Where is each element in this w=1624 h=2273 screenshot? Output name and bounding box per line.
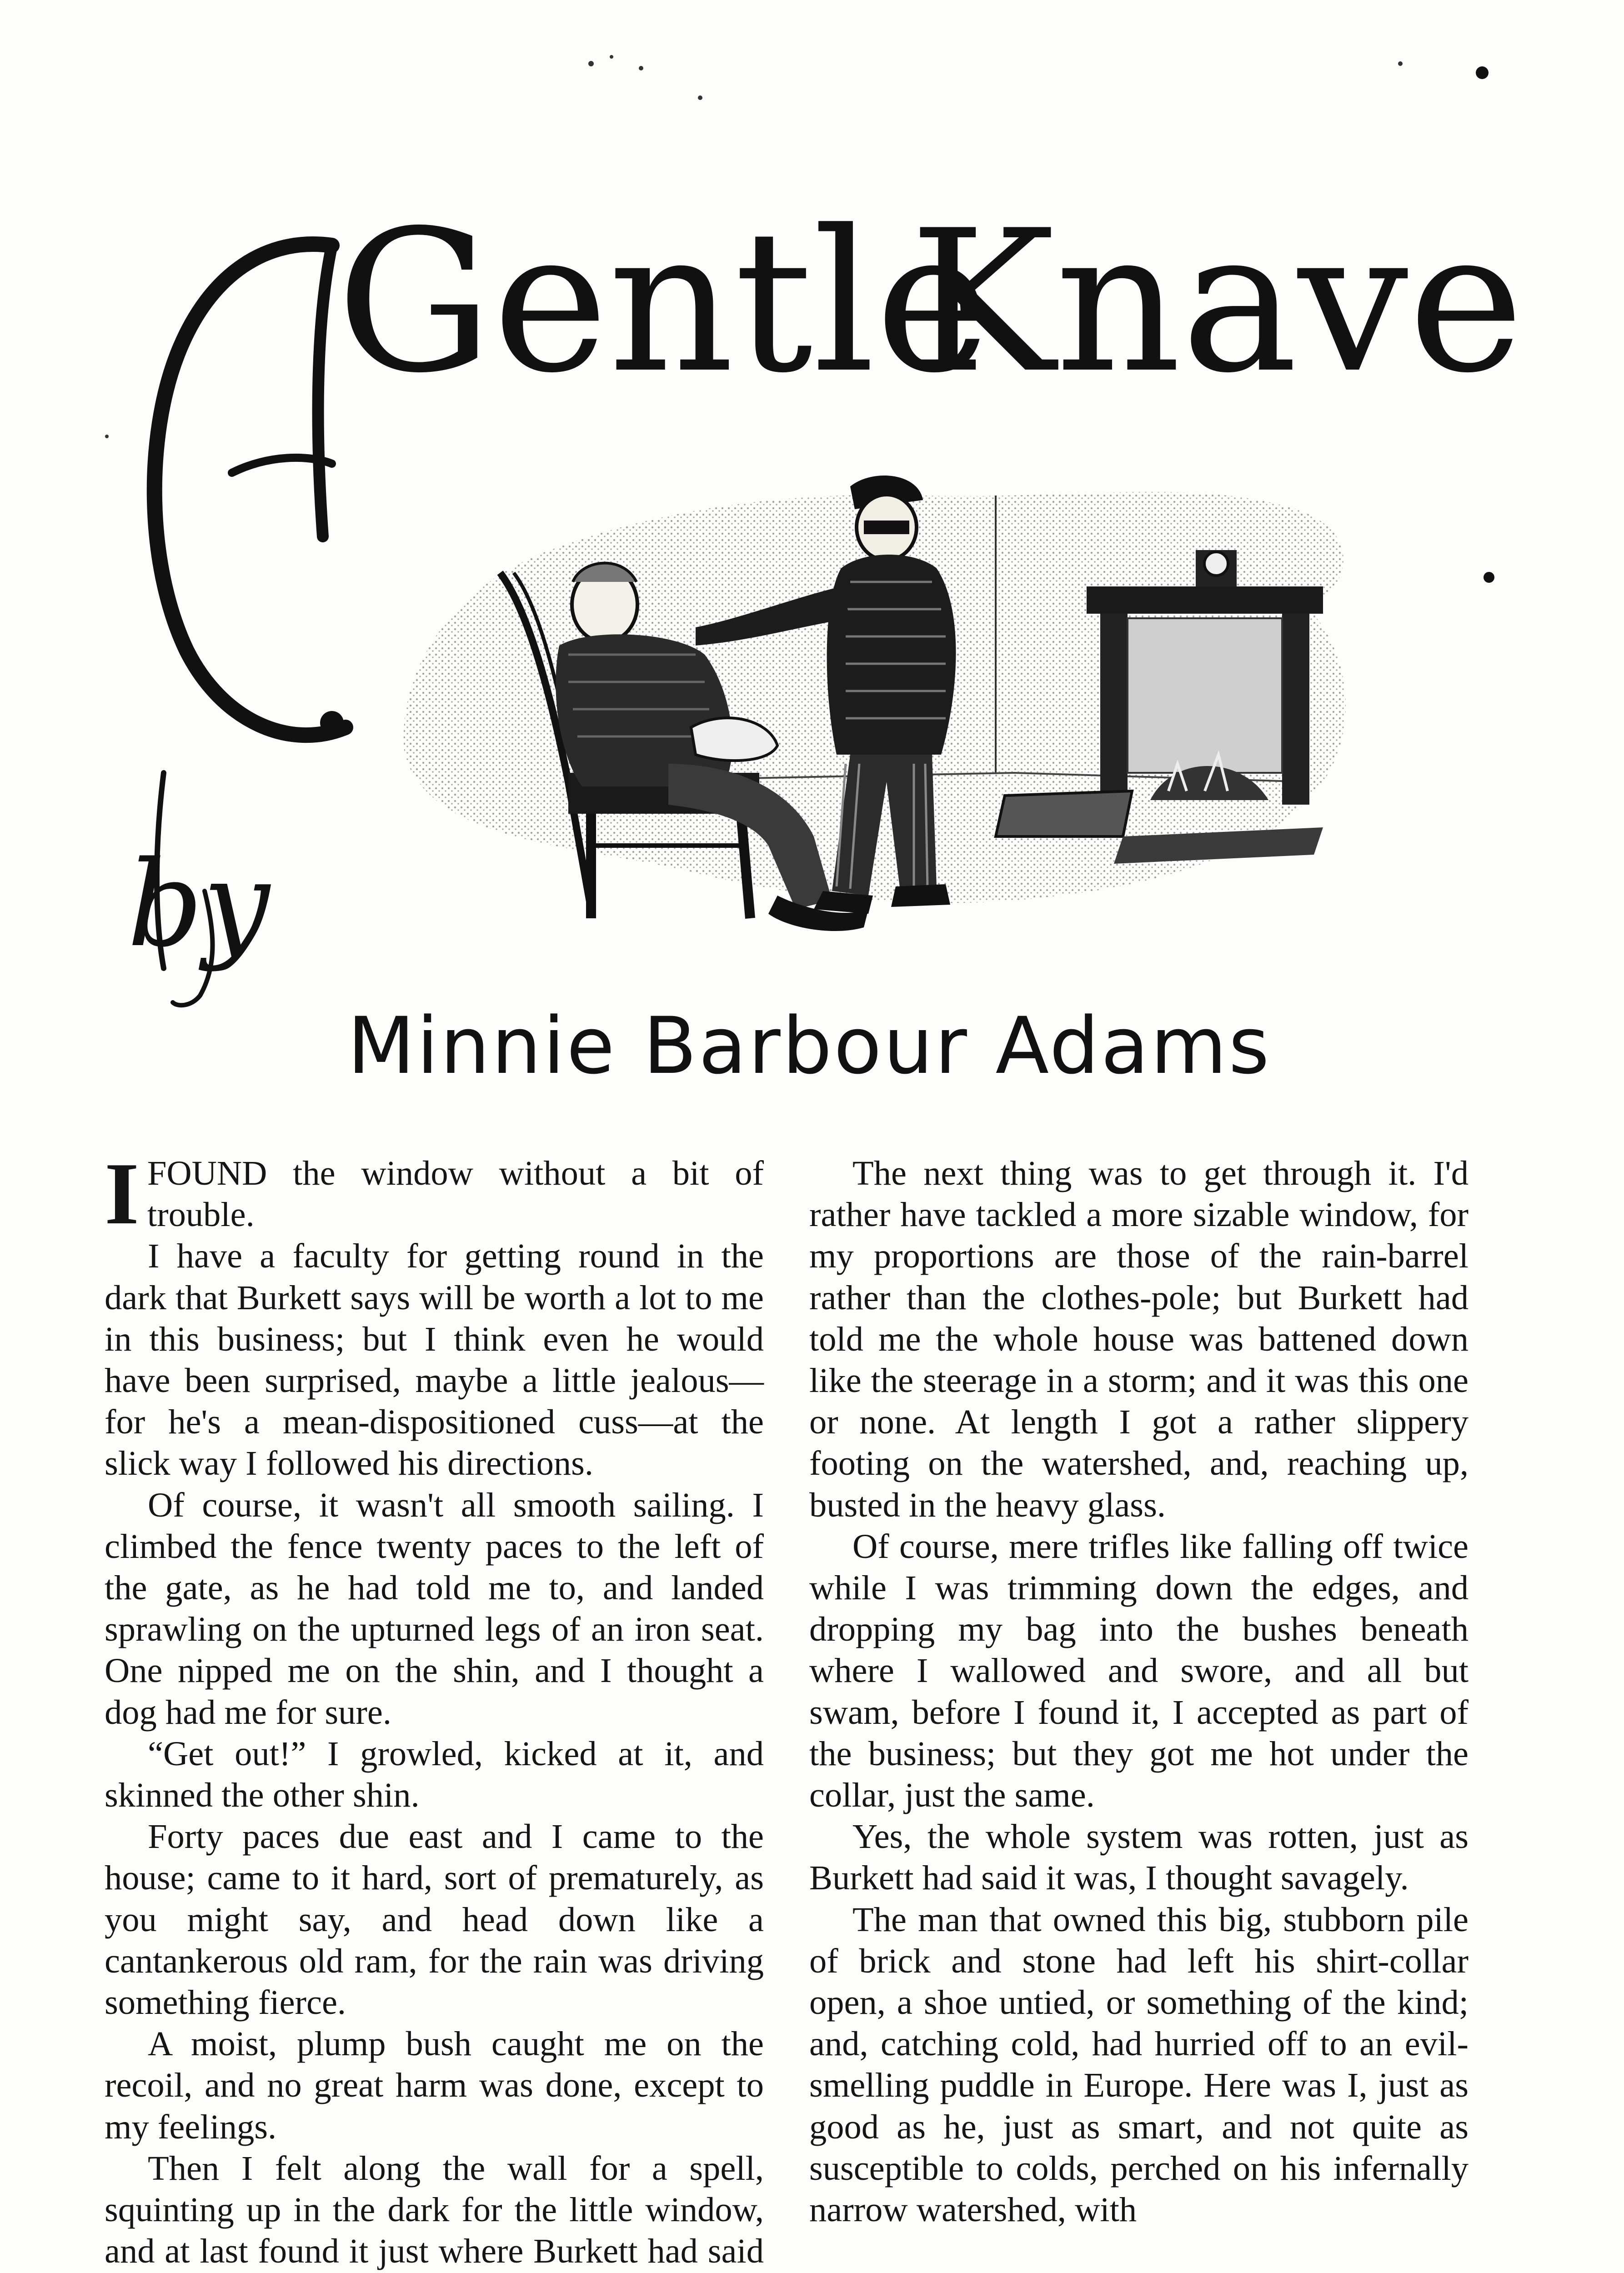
title-initial: [136, 255, 333, 527]
title-word-gentle: Gentle: [336, 189, 991, 416]
drop-cap: I: [105, 1145, 139, 1243]
paragraph-text: FOUND the window without a bit of trouble.: [147, 1154, 764, 1234]
body-column-right: [809, 1152, 1469, 2230]
paragraph: Of course, it wasn't all smooth sailing. I climbed the fence twenty paces to the left of the gate, as he had told me to, and landed sprawling on the upturned legs of an iron seat. One nipped me on the shin, and I thought a dog had me for sure.: [105, 1485, 764, 1732]
paragraph: The man that owned this big, stubborn pile of brick and stone had left his shirt-collar open, a shoe untied, or something of the kind; and, catching cold, had hurried off to an evil-smelling puddle in Europe. Here was I, just as good as he, just as smart, and not quite as susceptible to colds, perched on his infernally narrow watershed, with: [809, 1900, 1469, 2229]
paragraph: I have a faculty for getting round in the dark that Burkett says will be worth a lot to me in this business; but I think even he would have been surprised, maybe a little jealous—for he's a mean-dispositioned cuss—at the slick way I followed his directions.: [105, 1237, 764, 1483]
paragraph: A moist, plump bush caught me on the recoil, and no great harm was done, except to my feelings.: [105, 2024, 764, 2146]
paragraph: Forty paces due east and I came to the house; came to it hard, sort of prematurely, as you might say, and head down like a cantankerous old ram, for the rain was driving something fierce.: [105, 1817, 764, 2022]
paragraph: Yes, the whole system was rotten, just as Burkett had said it was, I thought savagely.: [809, 1817, 1469, 1898]
byline-label: by: [127, 836, 270, 973]
paragraph: [105, 1145, 764, 1243]
paragraph: “Get out!” I growled, kicked at it, and skinned the other shin.: [105, 1734, 764, 1815]
title-word-knave: Knave: [909, 189, 1524, 416]
paragraph: The next thing was to get through it. I'd rather have tackled a more sizable window, for my proportions are those of the rain-barrel rather than the clothes-pole; but Burkett had told me the whole house was battened down like the steerage in a storm; and it was this one or none. At length I got a rather slippery footing on the watershed, and, reaching up, busted in the heavy glass.: [809, 1154, 1469, 1524]
author-name: Minnie Barbour Adams: [347, 1000, 1271, 1091]
parlor-scene-illustration: [377, 436, 1378, 964]
body-column-left: [105, 1145, 764, 2273]
paragraph: Then I felt along the wall for a spell, squinting up in the dark for the little window, and at last found it just where Burkett had said: [105, 2148, 764, 2271]
paragraph: Of course, mere trifles like falling off twice while I was trimming down the edges, and dropping my bag into the bushes beneath where I wallowed and swore, and all but swam, before I found it, I accepted as part of the business; but they got me hot under the collar, just the same.: [809, 1527, 1469, 1815]
